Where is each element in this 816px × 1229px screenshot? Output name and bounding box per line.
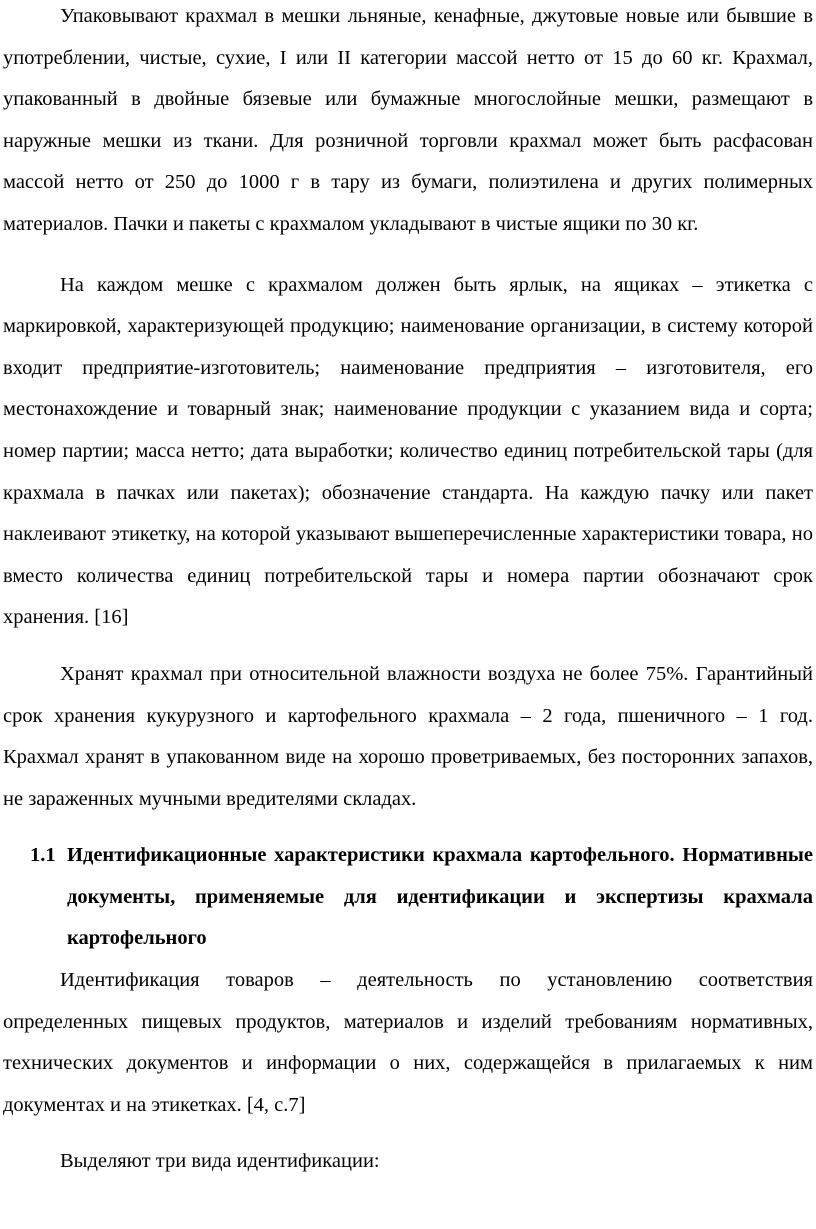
paragraph-packaging: Упаковывают крахмал в мешки льняные, кенафные, джутовые новые или бывшие в употреблении, чистые, сухие, I или II категории массой нетто от 15 до 60 кг. Крахмал, упакованный в двойные бязевые или бумажные многослойные мешки, размещают в наружные мешки из ткани. Для розничной торговли крахмал может быть расфасован массой нетто от 250 до 1000 г в тару из бумаги, полиэтилена и других полимерных материалов. Пачки и пакеты с крахмалом укладывают в чистые ящики по 30 кг. xyxy=(3,5,813,235)
paragraph-labeling: На каждом мешке с крахмалом должен быть ярлык, на ящиках – этикетка с маркировкой, характеризующей продукцию; наименование организации, в систему которой входит предприятие-изготовитель; наименование предприятия – изготовителя, его местонахождение и товарный знак; наименование продукции с указанием вида и сорта; номер партии; масса нетто; дата выработки; количество единиц потребительской тары (для крахмала в пачках или пакетах); обозначение стандарта. На каждую пачку или пакет наклеивают этикетку, на которой указывают вышеперечисленные характеристики товара, но вместо количества единиц потребительской тары и номера партии обозначают срок хранения. [16] xyxy=(3,273,813,629)
section-heading xyxy=(30,835,813,960)
paragraph-gap xyxy=(3,250,813,265)
paragraph-storage: Хранят крахмал при относительной влажности воздуха не более 75%. Гарантийный срок хранения кукурузного и картофельного крахмала – 2 года, пшеничного – 1 год. Крахмал хранят в упакованном виде на хорошо проветриваемых, без посторонних запахов, не зараженных мучными вредителями складах. xyxy=(3,662,813,810)
paragraph-identification-types: Выделяют три вида идентификации: xyxy=(60,1150,380,1173)
section-title: Идентификационные характеристики крахмала картофельного. Нормативные документы, применяемые для идентификации и экспертизы крахмала картофельного xyxy=(67,844,813,950)
paragraph-gap xyxy=(3,639,813,654)
paragraph-gap xyxy=(3,1126,813,1141)
section-number: 1.1 xyxy=(30,844,56,867)
paragraph-identification: Идентификация товаров – деятельность по установлению соответствия определенных пищевых продуктов, материалов и изделий требованиям нормативных, технических документов и информации о них, содержащейся в прилагаемых к ним документах и на этикетках. [4, с.7] xyxy=(3,969,813,1116)
paragraph-gap xyxy=(3,820,813,835)
